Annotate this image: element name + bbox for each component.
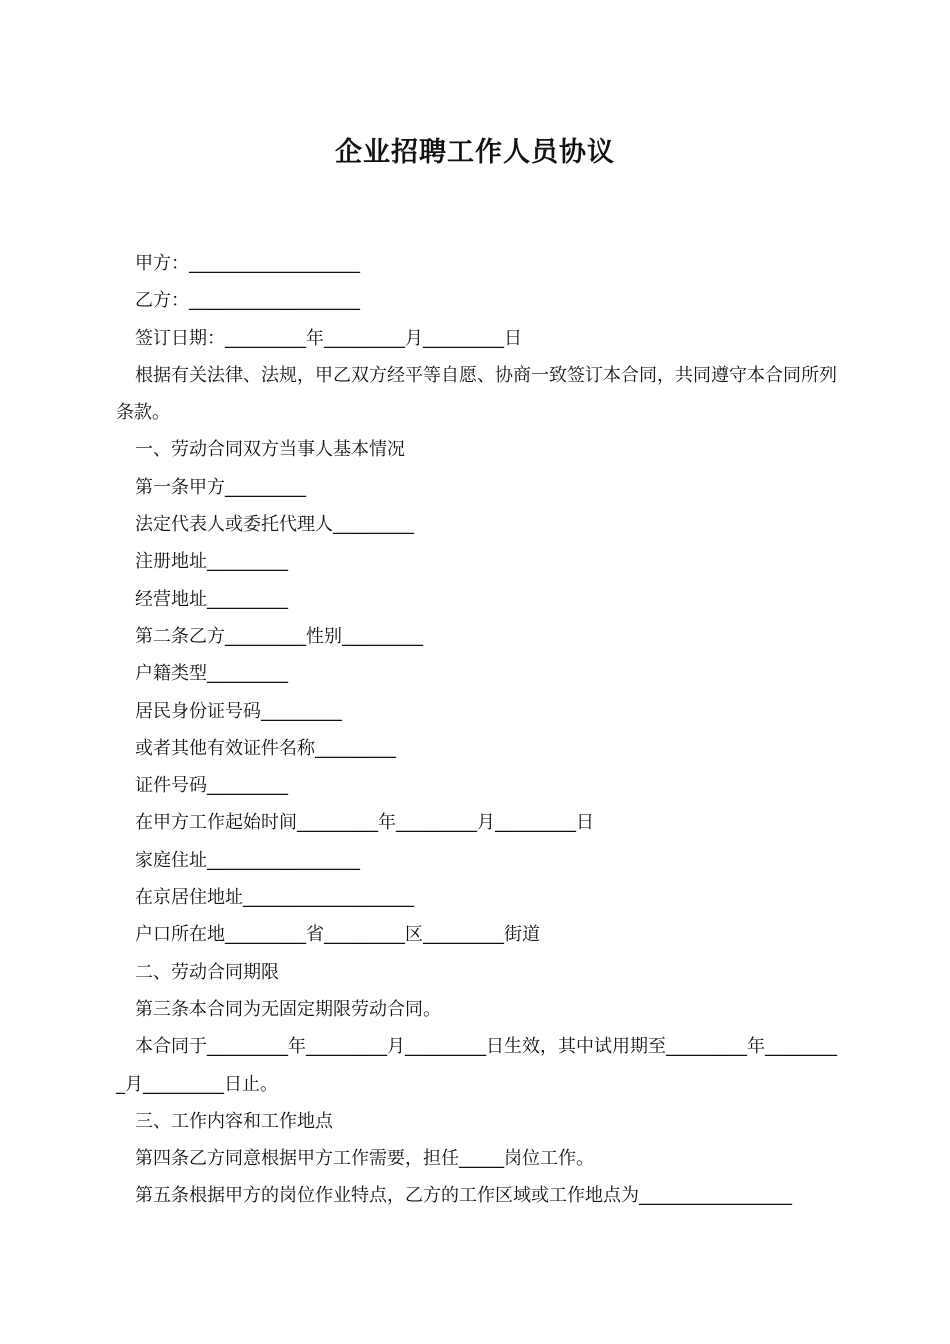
section-heading-1: 一、劳动合同双方当事人基本情况 (135, 439, 405, 461)
beijing-address-line: 在京居住地址___________________ (135, 887, 414, 909)
household-type-line: 户籍类型_________ (135, 663, 288, 685)
effective-date-paragraph: 本合同于_________年_________月_________日生效，其中试用期至_________年_________月_________日止。 (116, 1036, 837, 1095)
start-time-line: 在甲方工作起始时间_________年_________月_________日 (135, 812, 594, 834)
business-address-line: 经营地址_________ (135, 588, 288, 610)
certificate-number-line: 证件号码_________ (135, 775, 288, 797)
hukou-location-line: 户口所在地_________省_________区_________街道 (135, 924, 540, 946)
document-body (116, 245, 838, 1215)
legal-representative-line: 法定代表人或委托代理人_________ (135, 514, 414, 536)
registered-address-line: 注册地址_________ (135, 551, 288, 573)
other-id-name-line: 或者其他有效证件名称_________ (135, 737, 396, 759)
article-5-line: 第五条根据甲方的岗位作业特点，乙方的工作区域或工作地点为_________________ (135, 1185, 792, 1207)
home-address-line: 家庭住址_________________ (135, 849, 360, 871)
article-2-line: 第二条乙方_________性别_________ (135, 625, 423, 647)
document-title: 企业招聘工作人员协议 (335, 137, 615, 168)
signing-date-line: 签订日期：_________年_________月_________日 (135, 327, 522, 349)
section-heading-2: 二、劳动合同期限 (135, 961, 279, 983)
party-b-line: 乙方：___________________ (135, 290, 360, 312)
party-a-line: 甲方：___________________ (135, 253, 360, 274)
article-1-line: 第一条甲方_________ (135, 476, 306, 498)
article-3-line: 第三条本合同为无固定期限劳动合同。 (135, 998, 441, 1020)
id-number-line: 居民身份证号码_________ (135, 700, 342, 722)
article-4-line: 第四条乙方同意根据甲方工作需要，担任_____岗位工作。 (135, 1148, 594, 1170)
preamble-paragraph: 根据有关法律、法规，甲乙双方经平等自愿、协商一致签订本合同，共同遵守本合同所列条款。 (116, 364, 837, 424)
section-heading-3: 三、工作内容和工作地点 (135, 1110, 333, 1132)
